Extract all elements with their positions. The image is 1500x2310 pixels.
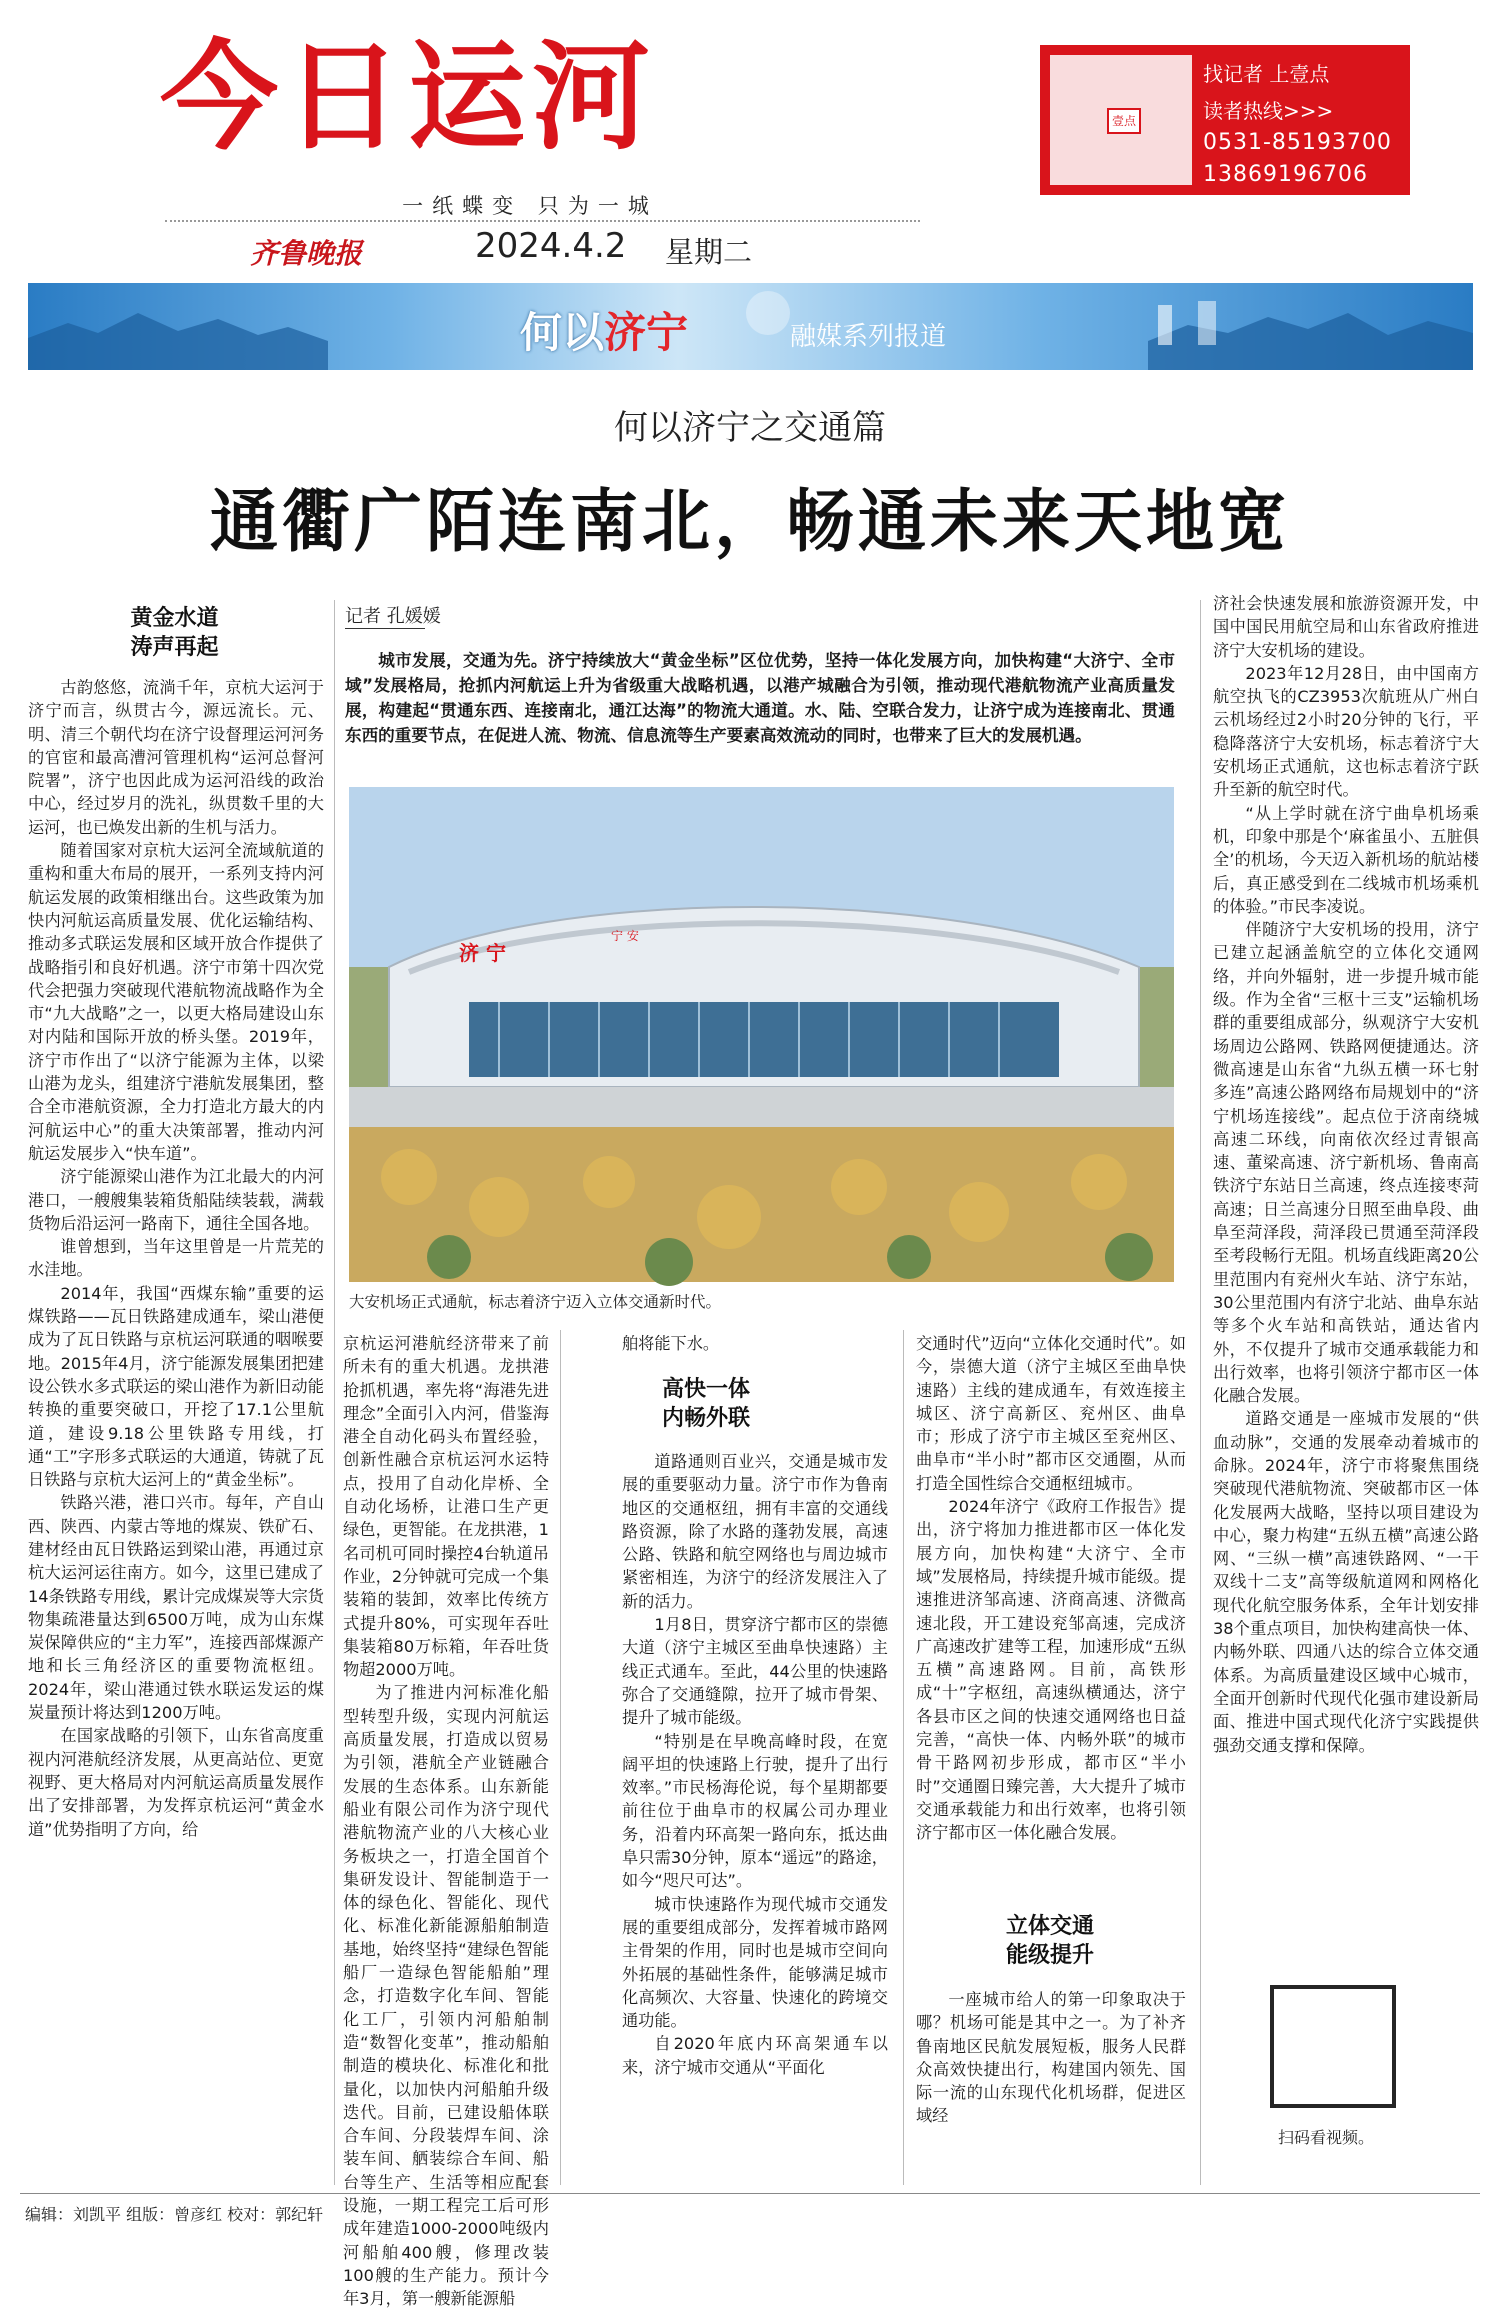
banner-title bbox=[520, 300, 688, 360]
reporter-byline: 记者 孔媛媛 bbox=[345, 606, 441, 627]
column-rule bbox=[1200, 600, 1201, 2185]
banner-title-highlight: 济宁 bbox=[604, 308, 689, 357]
hotline-phone-2: 13869196706 bbox=[1203, 162, 1368, 187]
col1-paragraph: 随着国家对京杭大运河全流域航道的重构和重大布局的展开，一系列支持内河航运发展的政策相继出台。这些政策为加快内河航运高质量发展、优化运输结构、推动多式联运发展和区域开放合作提供了战略指引和良好机遇。济宁市第十四次党代会把强力突破现代港航物流战略作为全市“九大战略”之一，以更大格局建设山东对内陆和国际开放的桥头堡。2019年，济宁市作出了“以济宁能源为主体，以梁山港为龙头，组建济宁港航发展集团，整合全市港航资源，全力打造北方最大的内河航运中心”的重大决策部署，推动内河航运发展步入“快车道”。 bbox=[28, 841, 324, 1163]
airport-terminal-illustration bbox=[349, 787, 1174, 1282]
qr-logo: 壹点 bbox=[1107, 108, 1141, 134]
issue-date: 2024.4.2 bbox=[475, 226, 627, 266]
col4-body-2 bbox=[916, 1988, 1186, 2183]
airport-photo bbox=[349, 787, 1174, 1282]
masthead-divider bbox=[165, 220, 920, 222]
col5-paragraph: 济社会快速发展和旅游资源开发，中国中国民用航空局和山东省政府推进济宁大安机场的建设。 bbox=[1213, 594, 1479, 660]
col1-subhead-line1: 黄金水道 bbox=[130, 605, 219, 631]
column-rule bbox=[560, 1330, 561, 2185]
col1-subhead bbox=[62, 604, 287, 662]
terminal-sign-left: 济 宁 bbox=[459, 941, 506, 965]
paper-name-logo: 齐鲁晚报 bbox=[250, 237, 363, 270]
terminal-sign-right: 宁 安 bbox=[611, 929, 639, 943]
col4-subhead-line1: 立体交通 bbox=[1005, 1913, 1094, 1939]
col5-paragraph: “从上学时就在济宁曲阜机场乘机，印象中那是个‘麻雀虽小、五脏俱全’的机场，今天迈入新机场的航站楼后，真正感受到在二线城市机场乘机的体验。”市民李凌说。 bbox=[1213, 803, 1479, 916]
footer-rule bbox=[20, 2193, 1480, 2194]
col1-paragraph: 古韵悠悠，流淌千年，京杭大运河于济宁而言，纵贯古今，源远流长。元、明、清三个朝代均在济宁设督理运河河务的官宦和最高漕河管理机构“运河总督河院署”，济宁也因此成为运河沿线的政治中心，经过岁月的洗礼，纵贯数千里的大运河，也已焕发出新的生机与活力。 bbox=[28, 678, 324, 837]
col4-paragraph: 交通时代”迈向“立体化交通时代”。如今，崇德大道（济宁主城区至曲阜快速路）主线的建成通车，有效连接主城区、济宁高新区、兖州区、曲阜市；形成了济宁市主城区至兖州区、曲阜市“半小时”都市区交通圈，从而打造全国性综合交通枢纽城市。 bbox=[916, 1334, 1186, 1493]
col5-paragraph: 伴随济宁大安机场的投用，济宁已建立起涵盖航空的立体化交通网络，并向外辐射，进一步提升城市能级。作为全省“三枢十三支”运输机场群的重要组成部分，纵观济宁大安机场周边公路网、铁路网便捷通达。济微高速是山东省“九纵五横一环七射多连”高速公路网络布局规划中的“济宁机场连接线”。起点位于济南绕城高速二环线，向南依次经过青银高速、董梁高速、济宁新机场、鲁南高铁济宁东站日兰高速，终点连接枣菏高速；日兰高速分日照至曲阜段、曲阜至菏泽段，菏泽段已贯通至菏泽段至考段畅行无阻。机场直线距离20公里范围内有兖州火车站、济宁东站，30公里范围内有济宁北站、曲阜东站等多个火车站和高铁站，通达省内外，不仅提升了城市交通承载能力和出行效率，也将引领济宁都市区一体化融合发展。 bbox=[1213, 920, 1479, 1406]
headline: 通衢广陌连南北，畅通未来天地宽 bbox=[209, 482, 1290, 562]
contact-line-1: 找记者 上壹点 bbox=[1203, 62, 1330, 86]
video-qr-caption: 扫码看视频。 bbox=[1278, 2128, 1375, 2147]
col1-paragraph: 铁路兴港，港口兴市。每年，产自山西、陕西、内蒙古等地的煤炭、铁矿石、建材经由瓦日铁路运到梁山港，再通过京杭大运河运往南方。如今，这里已建成了14条铁路专用线，累计完成煤炭等大宗货物集疏港量达到6500万吨，成为山东煤炭保障供应的“主力军”，连接西部煤源产地和长三角经济区的重要物流枢纽。2024年，梁山港通过铁水联运发运的煤炭量预计将达到1200万吨。 bbox=[28, 1493, 324, 1723]
col1-paragraph: 2014年，我国“西煤东输”重要的运煤铁路——瓦日铁路建成通车，梁山港便成为了瓦日铁路与京杭运河联通的咽喉要地。2015年4月，济宁能源发展集团把建设公铁水多式联运的梁山港作为新旧动能转换的重要突破口，开挖了17.1公里航道，建设9.18公里铁路专用线，打通“工”字形多式联运的大通道，铸就了瓦日铁路与京杭大运河上的“黄金坐标”。 bbox=[28, 1283, 324, 1490]
masthead-slogan: 一纸蝶变 只为一城 bbox=[402, 194, 658, 218]
col4-subhead-line2: 能级提升 bbox=[1005, 1942, 1094, 1968]
col2-paragraph: 为了推进内河标准化船型转型升级，实现内河航运高质量发展，打造成以贸易为引领，港航全产业链融合发展的生态体系。山东新能船业有限公司作为济宁现代港航物流产业的八大核心业务板块之一，打造全国首个集研发设计、智能制造于一体的绿色化、智能化、现代化、标准化新能源船舶制造基地，始终坚持“建绿色智能船厂一造绿色智能船舶”理念，打造数字化车间、智能化工厂，引领内河船舶制造“数智化变革”，推动船舶制造的模块化、标准化和批量化，以加快内河船舶升级迭代。目前，已建设船体联合车间、分段装焊车间、涂装车间、舾装综合车间、船台等生产、生活等相应配套设施，一期工程完工后可形成年建造1000-2000吨级内河船舶400艘，修理改装100艘的生产能力。预计今年3月，第一艘新能源船 bbox=[343, 1683, 549, 2309]
col5-paragraph: 道路交通是一座城市发展的“供血动脉”，交通的发展牵动着城市的命脉。2024年，济宁市将聚焦围绕突破现代港航物流、突破都市区一体化发展两大战略，坚持以项目建设为中心，聚力构建“五纵五横”高速公路网、“三纵一横”高速铁路网、“一干双线十二支”高等级航道网和网格化现代化航空服务体系，全年计划安排38个重点项目，加快构建高快一体、内畅外联、四通八达的综合立体交通体系。为高质量建设区域中心城市，全面开创新时代现代化强市建设新局面、推进中国式现代化济宁实践提供强劲交通支撑和保障。 bbox=[1213, 1409, 1479, 1755]
col1-subhead-line2: 涛声再起 bbox=[130, 634, 219, 660]
section-title: 何以济宁之交通篇 bbox=[614, 408, 886, 448]
col1-paragraph: 在国家战略的引领下，山东省高度重视内河港航经济发展，从更高站位、更宽视野、更大格局对内河航运高质量发展作出了安排部署，为发挥京杭运河“黄金水道”优势指明了方向，给 bbox=[28, 1726, 324, 1839]
byline-rule bbox=[345, 628, 425, 629]
col3-paragraph: 城市快速路作为现代城市交通发展的重要组成部分，发挥着城市路网主骨架的作用，同时也是城市空间向外拓展的基础性条件，能够满足城市化高频次、大容量、快速化的跨境交通功能。 bbox=[622, 1894, 888, 2031]
col1-paragraph: 济宁能源梁山港作为江北最大的内河港口，一艘艘集装箱货船陆续装载，满载货物后沿运河一路南下，通往全国各地。 bbox=[28, 1167, 324, 1233]
banner-skyline-icon bbox=[28, 283, 1473, 370]
col5-body bbox=[1213, 592, 1479, 1972]
video-qr-code-icon[interactable] bbox=[1270, 1985, 1396, 2108]
masthead-title: 今日运河 bbox=[160, 28, 657, 166]
col4-body bbox=[916, 1332, 1186, 1902]
col2-paragraph: 京杭运河港航经济带来了前所未有的重大机遇。龙拱港抢抓机遇，率先将“海港先进理念”全面引入内河，借鉴海港全自动化码头布置经验，创新性融合京杭运河水运特点，投用了自动化岸桥、全自动化场桥，让港口生产更绿色，更智能。在龙拱港，1名司机可同时操控4台轨道吊作业，2分钟就可完成一个集装箱的装卸，效率比传统方式提升80%，可实现年吞吐集装箱80万标箱，年吞吐货物超2000万吨。 bbox=[343, 1334, 549, 1680]
column-rule bbox=[334, 600, 335, 2185]
series-banner bbox=[28, 283, 1473, 370]
col1-paragraph: 谁曾想到，当年这里曾是一片荒芜的水洼地。 bbox=[28, 1237, 324, 1280]
column-rule bbox=[903, 1330, 904, 2185]
hotline-phone-1: 0531-85193700 bbox=[1203, 130, 1392, 155]
col4-paragraph: 一座城市给人的第一印象取决于哪？机场可能是其中之一。为了补齐鲁南地区民航发展短板，服务人民群众高效快捷出行，构建国内领先、国际一流的山东现代化机场群，促进区域经 bbox=[916, 1990, 1186, 2126]
col3-paragraph: 道路通则百业兴，交通是城市发展的重要驱动力量。济宁市作为鲁南地区的交通枢纽，拥有丰富的交通线路资源，除了水路的蓬勃发展，高速公路、铁路和航空网络也与周边城市紧密相连，为济宁的经济发展注入了新的活力。 bbox=[622, 1452, 888, 1611]
col3-paragraph: “特别是在早晚高峰时段，在宽阔平坦的快速路上行驶，提升了出行效率。”市民杨海伦说，每个星期都要前往位于曲阜市的权属公司办理业务，沿着内环高架一路向东，抵达曲阜只需30分钟，原本“遥远”的路途，如今“咫尺可达”。 bbox=[622, 1731, 888, 1891]
col3-first: 舶将能下水。 bbox=[622, 1334, 720, 1353]
col3-body bbox=[622, 1450, 888, 2185]
col3-subhead-line2: 内畅外联 bbox=[661, 1405, 750, 1431]
col5-paragraph: 2023年12月28日，由中国南方航空执飞的CZ3953次航班从广州白云机场经过2小时20分钟的飞行，平稳降落济宁大安机场，标志着济宁大安机场正式通航，这也标志着济宁跃升至新的航空时代。 bbox=[1213, 663, 1479, 800]
col3-paragraph: 1月8日，贯穿济宁都市区的崇德大道（济宁主城区至曲阜快速路）主线正式通车。至此，44公里的快速路弥合了交通缝隙，拉开了城市骨架、提升了城市能级。 bbox=[622, 1615, 888, 1728]
col1-body bbox=[28, 676, 324, 2186]
contact-line-2: 读者热线>>> bbox=[1203, 99, 1334, 123]
col3-paragraph: 自2020年底内环高架通车以来，济宁城市交通从“平面化 bbox=[622, 2034, 888, 2077]
col4-paragraph: 2024年济宁《政府工作报告》提出，济宁将加力推进都市区一体化发展方向，加快构建“大济宁、全市域”发展格局，持续提升城市能级。提速推进济邹高速、济商高速、济微高速北段，开工建设兖邹高速，完成济广高速改扩建等工程，加速形成“五纵五横”高速路网。目前，高铁形成“十”字枢纽，高速纵横通达，济宁各县市区之间的快速交通网络也日益完善，“高快一体、内畅外联”的城市骨干路网初步形成，都市区“半小时”交通圈日臻完善，大大提升了城市交通承载能力和出行效率，也将引领济宁都市区一体化融合发展。 bbox=[916, 1497, 1186, 1843]
editor-credits: 编辑：刘凯平 组版：曾彦红 校对：郭纪轩 bbox=[25, 2205, 324, 2224]
col3-subhead-line1: 高快一体 bbox=[661, 1376, 750, 1402]
issue-weekday: 星期二 bbox=[665, 235, 753, 269]
col2-body bbox=[343, 1332, 549, 2309]
lead-paragraph: 城市发展，交通为先。济宁持续放大“黄金坐标”区位优势，坚持一体化发展方向，加快构建“大济宁、全市域”发展格局，抢抓内河航运上升为省级重大战略机遇，以港产城融合为引领，推动现代港航物流产业高质量发展，构建起“贯通东西、连接南北，通江达海”的物流大通道。水、陆、空联合发力，让济宁成为连接南北、贯通东西的重要节点，在促进人流、物流、信息流等生产要素高效流动的同时，也带来了巨大的发展机遇。 bbox=[345, 651, 1175, 745]
banner-subtitle: 融媒系列报道 bbox=[790, 322, 947, 352]
col4-subhead bbox=[950, 1912, 1150, 1970]
col3-subhead bbox=[606, 1375, 806, 1433]
photo-caption: 大安机场正式通航，标志着济宁迈入立体交通新时代。 bbox=[349, 1293, 722, 1311]
banner-title-prefix: 何以 bbox=[520, 308, 605, 357]
